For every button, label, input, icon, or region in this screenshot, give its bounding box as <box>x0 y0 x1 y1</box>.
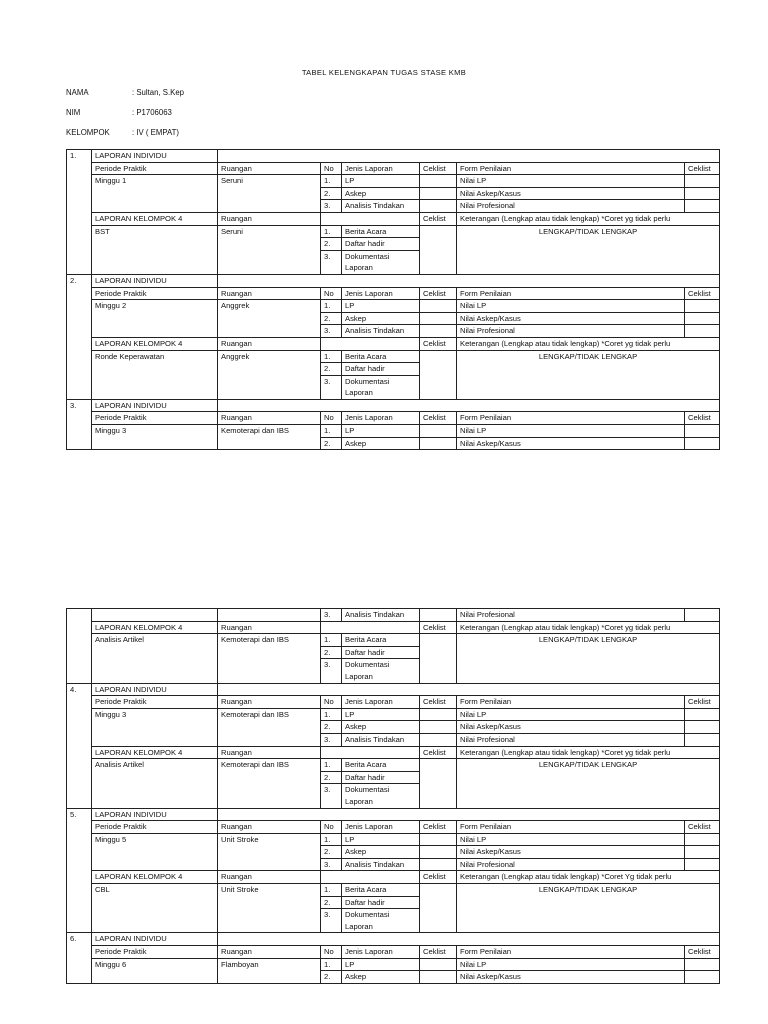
group-no: 3. <box>321 659 342 683</box>
info-value: : IV ( EMPAT) <box>132 128 179 137</box>
form-name: Nilai Askep/Kasus <box>457 846 685 859</box>
report-no: 1. <box>321 833 342 846</box>
ruangan-cell: Unit Stroke <box>218 884 321 933</box>
form-name: Nilai LP <box>457 958 685 971</box>
form-name: Nilai Profesional <box>457 325 685 338</box>
laporan-individu-label: LAPORAN INDIVIDU <box>92 150 218 163</box>
section-row <box>67 933 720 946</box>
ruangan-cell: Kemoterapi dan IBS <box>218 708 321 746</box>
status-text: LENGKAP/TIDAK LENGKAP <box>457 884 720 933</box>
form-name: Nilai Askep/Kasus <box>457 971 685 984</box>
report-type: Askep <box>342 846 420 859</box>
group-header-row <box>67 621 720 634</box>
section-number: 3. <box>67 399 92 449</box>
ceklist-form-header: Ceklist <box>685 696 720 709</box>
report-row <box>67 425 720 438</box>
form-name: Nilai Askep/Kasus <box>457 437 685 450</box>
header-row <box>67 412 720 425</box>
section-number: 5. <box>67 808 92 933</box>
laporan-individu-label: LAPORAN INDIVIDU <box>92 274 218 287</box>
no-header: No <box>321 946 342 959</box>
group-type: Berita Acara <box>342 634 420 647</box>
ruangan-header: Ruangan <box>218 412 321 425</box>
ruangan-header: Ruangan <box>218 696 321 709</box>
report-type: LP <box>342 958 420 971</box>
periode-cell: Minggu 6 <box>92 958 218 983</box>
header-row <box>67 287 720 300</box>
jenis-header: Jenis Laporan <box>342 162 420 175</box>
report-no: 1. <box>321 708 342 721</box>
keterangan-header: Keterangan (Lengkap atau tidak lengkap) *Coret yg tidak perlu <box>457 621 720 634</box>
jenis-header: Jenis Laporan <box>342 412 420 425</box>
ceklist-form-header: Ceklist <box>685 821 720 834</box>
section-row <box>67 808 720 821</box>
jenis-header: Jenis Laporan <box>342 696 420 709</box>
report-no: 2. <box>321 187 342 200</box>
group-no: 3. <box>321 909 342 933</box>
keterangan-header: Keterangan (Lengkap atau tidak lengkap) *Coret yg tidak perlu <box>457 337 720 350</box>
laporan-kelompok-label: LAPORAN KELOMPOK 4 <box>92 746 218 759</box>
ruangan-header: Ruangan <box>218 871 321 884</box>
group-type: Berita Acara <box>342 759 420 772</box>
kegiatan-cell: Analisis Artikel <box>92 634 218 683</box>
form-name: Nilai Profesional <box>457 733 685 746</box>
form-name: Nilai LP <box>457 708 685 721</box>
keterangan-header: Keterangan (Lengkap atau tidak lengkap) *Coret yg tidak perlu <box>457 746 720 759</box>
form-name: Nilai Profesional <box>457 858 685 871</box>
ceklist-form-header: Ceklist <box>685 412 720 425</box>
group-row <box>67 759 720 772</box>
info-nama <box>66 88 184 97</box>
info-label: NIM <box>66 108 81 117</box>
report-type: Askep <box>342 312 420 325</box>
form-header: Form Penilaian <box>457 412 685 425</box>
group-type: Daftar hadir <box>342 896 420 909</box>
group-type: Daftar hadir <box>342 238 420 251</box>
group-no: 3. <box>321 784 342 808</box>
group-type: Daftar hadir <box>342 771 420 784</box>
group-row <box>67 634 720 647</box>
laporan-kelompok-label: LAPORAN KELOMPOK 4 <box>92 621 218 634</box>
info-value: : P1706063 <box>132 108 172 117</box>
report-no: 1. <box>321 425 342 438</box>
group-type: Dokumentasi Laporan <box>342 784 420 808</box>
report-row <box>67 958 720 971</box>
group-no: 1. <box>321 884 342 897</box>
laporan-kelompok-label: LAPORAN KELOMPOK 4 <box>92 212 218 225</box>
section-row <box>67 274 720 287</box>
ruangan-header: Ruangan <box>218 162 321 175</box>
section-row <box>67 150 720 163</box>
report-type: LP <box>342 300 420 313</box>
ceklist-header: Ceklist <box>420 212 457 225</box>
report-type: Askep <box>342 721 420 734</box>
section-number: 2. <box>67 274 92 399</box>
kegiatan-cell: CBL <box>92 884 218 933</box>
group-row <box>67 884 720 897</box>
ceklist-header: Ceklist <box>420 746 457 759</box>
form-header: Form Penilaian <box>457 287 685 300</box>
jenis-header: Jenis Laporan <box>342 821 420 834</box>
report-row <box>67 833 720 846</box>
laporan-individu-label: LAPORAN INDIVIDU <box>92 399 218 412</box>
group-row <box>67 350 720 363</box>
laporan-kelompok-label: LAPORAN KELOMPOK 4 <box>92 871 218 884</box>
report-type: Askep <box>342 437 420 450</box>
table-page-2 <box>66 608 720 984</box>
section-number: 4. <box>67 683 92 808</box>
group-type: Dokumentasi Laporan <box>342 659 420 683</box>
no-header: No <box>321 412 342 425</box>
group-type: Dokumentasi Laporan <box>342 909 420 933</box>
form-name: Nilai Askep/Kasus <box>457 187 685 200</box>
table-page-1 <box>66 149 720 450</box>
report-type: LP <box>342 833 420 846</box>
report-no: 3. <box>321 325 342 338</box>
ceklist-header: Ceklist <box>420 162 457 175</box>
report-type: Askep <box>342 187 420 200</box>
document-title: TABEL KELENGKAPAN TUGAS STASE KMB <box>301 68 467 77</box>
periode-header: Periode Praktik <box>92 946 218 959</box>
report-no: 1. <box>321 175 342 188</box>
report-no: 1. <box>321 300 342 313</box>
ceklist-header: Ceklist <box>420 287 457 300</box>
header-row <box>67 821 720 834</box>
keterangan-header: Keterangan (Lengkap atau tidak lengkap) *Coret yg tidak perlu <box>457 212 720 225</box>
report-type: Analisis Tindakan <box>342 858 420 871</box>
group-header-row <box>67 871 720 884</box>
ceklist-header: Ceklist <box>420 946 457 959</box>
ruangan-cell: Seruni <box>218 225 321 274</box>
report-row <box>67 300 720 313</box>
info-label: NAMA <box>66 88 89 97</box>
header-row <box>67 162 720 175</box>
group-type: Daftar hadir <box>342 363 420 376</box>
form-name: Nilai LP <box>457 425 685 438</box>
periode-header: Periode Praktik <box>92 696 218 709</box>
ruangan-header: Ruangan <box>218 621 321 634</box>
status-text: LENGKAP/TIDAK LENGKAP <box>457 759 720 808</box>
periode-cell: Minggu 2 <box>92 300 218 338</box>
report-no: 2. <box>321 846 342 859</box>
status-text: LENGKAP/TIDAK LENGKAP <box>457 350 720 399</box>
group-no: 2. <box>321 896 342 909</box>
ruangan-header: Ruangan <box>218 337 321 350</box>
form-name: Nilai LP <box>457 833 685 846</box>
form-name: Nilai LP <box>457 175 685 188</box>
group-type: Berita Acara <box>342 350 420 363</box>
jenis-header: Jenis Laporan <box>342 946 420 959</box>
group-no: 1. <box>321 634 342 647</box>
report-no: 1. <box>321 958 342 971</box>
group-no: 1. <box>321 225 342 238</box>
periode-header: Periode Praktik <box>92 162 218 175</box>
periode-cell: Minggu 3 <box>92 708 218 746</box>
header-row <box>67 946 720 959</box>
form-header: Form Penilaian <box>457 696 685 709</box>
report-type: Analisis Tindakan <box>342 609 420 622</box>
section-row <box>67 683 720 696</box>
report-type: Analisis Tindakan <box>342 325 420 338</box>
laporan-individu-label: LAPORAN INDIVIDU <box>92 683 218 696</box>
group-no: 3. <box>321 375 342 399</box>
group-no: 2. <box>321 238 342 251</box>
ruangan-cell: Flamboyan <box>218 958 321 983</box>
laporan-individu-label: LAPORAN INDIVIDU <box>92 808 218 821</box>
ceklist-form-header: Ceklist <box>685 946 720 959</box>
form-name: Nilai Askep/Kasus <box>457 721 685 734</box>
ceklist-header: Ceklist <box>420 871 457 884</box>
ruangan-header: Ruangan <box>218 821 321 834</box>
ruangan-cell: Unit Stroke <box>218 833 321 871</box>
report-row <box>67 708 720 721</box>
periode-header: Periode Praktik <box>92 821 218 834</box>
group-type: Berita Acara <box>342 225 420 238</box>
group-no: 2. <box>321 646 342 659</box>
kegiatan-cell: BST <box>92 225 218 274</box>
group-header-row <box>67 746 720 759</box>
keterangan-header: Keterangan (Lengkap atau tidak lengkap) *Coret Yg tidak perlu <box>457 871 720 884</box>
group-header-row <box>67 212 720 225</box>
periode-cell: Minggu 5 <box>92 833 218 871</box>
ruangan-cell: Kemoterapi dan IBS <box>218 425 321 450</box>
form-name: Nilai Profesional <box>457 200 685 213</box>
status-text: LENGKAP/TIDAK LENGKAP <box>457 225 720 274</box>
no-header: No <box>321 821 342 834</box>
report-row <box>67 175 720 188</box>
no-header: No <box>321 162 342 175</box>
report-type: Analisis Tindakan <box>342 200 420 213</box>
report-type: LP <box>342 708 420 721</box>
periode-header: Periode Praktik <box>92 412 218 425</box>
group-type: Dokumentasi Laporan <box>342 250 420 274</box>
ceklist-form-header: Ceklist <box>685 162 720 175</box>
report-type: LP <box>342 425 420 438</box>
group-type: Daftar hadir <box>342 646 420 659</box>
report-type: Analisis Tindakan <box>342 733 420 746</box>
group-no: 1. <box>321 350 342 363</box>
group-row <box>67 225 720 238</box>
no-header: No <box>321 696 342 709</box>
ruangan-header: Ruangan <box>218 946 321 959</box>
form-name: Nilai LP <box>457 300 685 313</box>
group-no: 3. <box>321 250 342 274</box>
group-no: 1. <box>321 759 342 772</box>
form-header: Form Penilaian <box>457 162 685 175</box>
laporan-kelompok-label: LAPORAN KELOMPOK 4 <box>92 337 218 350</box>
group-no: 2. <box>321 771 342 784</box>
ruangan-header: Ruangan <box>218 746 321 759</box>
group-no: 2. <box>321 363 342 376</box>
section-row <box>67 399 720 412</box>
group-type: Dokumentasi Laporan <box>342 375 420 399</box>
form-header: Form Penilaian <box>457 821 685 834</box>
ceklist-header: Ceklist <box>420 696 457 709</box>
section-number: 6. <box>67 933 92 983</box>
ceklist-form-header: Ceklist <box>685 287 720 300</box>
jenis-header: Jenis Laporan <box>342 287 420 300</box>
ruangan-cell: Anggrek <box>218 350 321 399</box>
periode-cell: Minggu 3 <box>92 425 218 450</box>
header-row <box>67 696 720 709</box>
form-header: Form Penilaian <box>457 946 685 959</box>
info-kelompok <box>66 128 179 137</box>
ruangan-cell: Kemoterapi dan IBS <box>218 759 321 808</box>
info-value: : Sultan, S.Kep <box>132 88 185 97</box>
report-no: 2. <box>321 437 342 450</box>
form-name: Nilai Profesional <box>457 609 685 622</box>
info-label: KELOMPOK <box>66 128 110 137</box>
laporan-individu-label: LAPORAN INDIVIDU <box>92 933 218 946</box>
form-name: Nilai Askep/Kasus <box>457 312 685 325</box>
report-no: 2. <box>321 971 342 984</box>
report-no: 3. <box>321 858 342 871</box>
ruangan-header: Ruangan <box>218 212 321 225</box>
report-no: 3. <box>321 200 342 213</box>
no-header: No <box>321 287 342 300</box>
report-no: 3. <box>321 733 342 746</box>
ruangan-cell: Anggrek <box>218 300 321 338</box>
periode-header: Periode Praktik <box>92 287 218 300</box>
report-no: 3. <box>321 609 342 622</box>
ceklist-header: Ceklist <box>420 337 457 350</box>
ceklist-header: Ceklist <box>420 821 457 834</box>
ruangan-cell: Seruni <box>218 175 321 213</box>
group-type: Berita Acara <box>342 884 420 897</box>
status-text: LENGKAP/TIDAK LENGKAP <box>457 634 720 683</box>
ceklist-header: Ceklist <box>420 412 457 425</box>
section-number: 1. <box>67 150 92 275</box>
kegiatan-cell: Ronde Keperawatan <box>92 350 218 399</box>
report-type: LP <box>342 175 420 188</box>
ruangan-header: Ruangan <box>218 287 321 300</box>
info-nim <box>66 108 172 117</box>
periode-cell: Minggu 1 <box>92 175 218 213</box>
ruangan-cell: Kemoterapi dan IBS <box>218 634 321 683</box>
kegiatan-cell: Analisis Artikel <box>92 759 218 808</box>
report-type: Askep <box>342 971 420 984</box>
group-header-row <box>67 337 720 350</box>
report-no: 2. <box>321 721 342 734</box>
report-no: 2. <box>321 312 342 325</box>
ceklist-header: Ceklist <box>420 621 457 634</box>
